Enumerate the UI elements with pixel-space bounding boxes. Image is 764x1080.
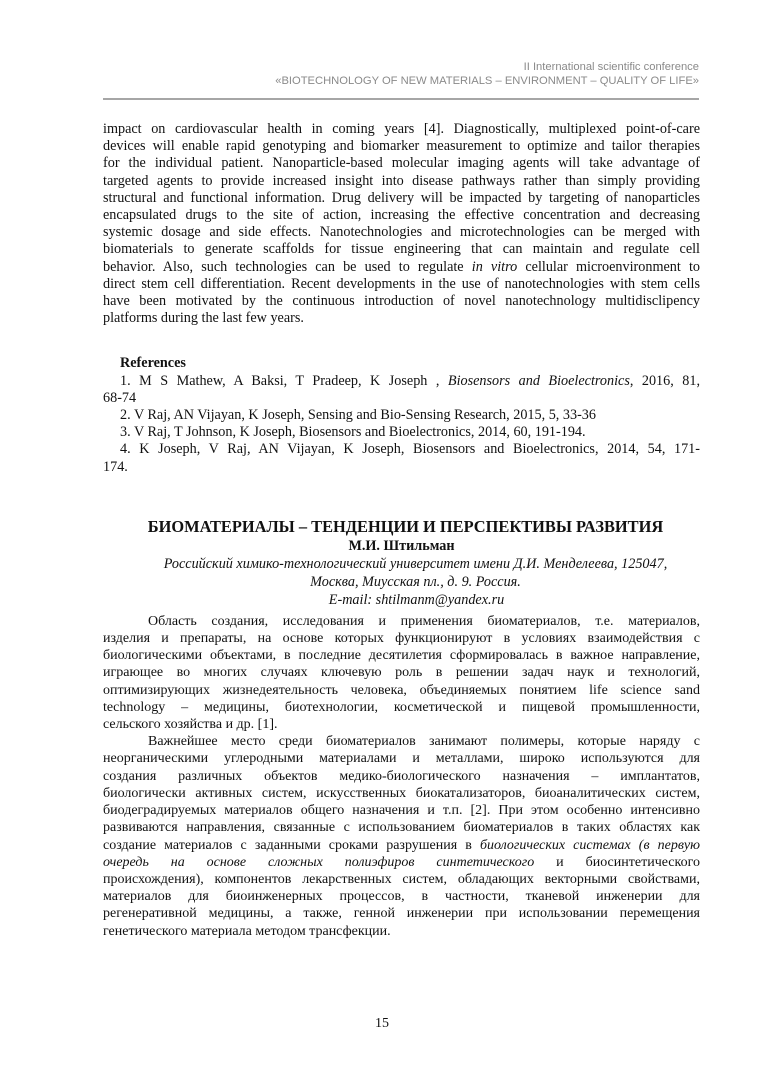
text-line: развиваются направления, связанные с использованием биоматериалов в таких областях как [103,820,700,836]
text-line: impact on cardiovascular health in coming years [4]. Diagnostically, multiplexed point-of-care [103,121,700,137]
text-line: неорганическими углеродными материалами и металлами, широко используются для [103,751,700,767]
text-line: изделия и препараты, на основе которых функционируют в условиях взаимодействия с [103,631,700,647]
article-paragraph-1 [103,613,700,733]
text-line: создания различных объектов медико-биологического назначения – имплантатов, [103,768,700,784]
text-line: очередь на основе сложных полиэфиров синтетического и биосинтетического [103,854,700,870]
page-number: 15 [375,1016,389,1031]
text-line: devices will enable rapid genotyping and biomarker measurement to optimize and tailor therapies [103,138,700,155]
conference-title: II International scientific conference [523,61,699,73]
italic-term: in vitro [471,258,518,275]
text-line: direct stem cell differentiation. Recent developments in the use of nanotechnologies with stem cells [103,275,700,292]
author-email: E-mail: shtilmanm@yandex.ru [328,591,505,608]
text-line: targeted agents to provide increased insight into disease pathways rather than simply providing [103,172,700,189]
text-line: материалов для биоинженерных процессов, в частности, тканевой инженерии для [103,889,700,905]
reference-item-2: 2. V Raj, AN Vijayan, K Joseph, Sensing and Bio-Sensing Research, 2015, 5, 33-36 [120,407,596,424]
text-line: оптимизирующих жизнедеятельность человека, объединяемых понятием life science sand [103,682,700,698]
text-line: have been motivated by the continuous introduction of novel nanotechnology multidisclipency [103,293,700,310]
text-line: technology – медицины, биотехнологии, косметической и пищевой промышленности, [103,699,700,715]
reference-item-3: 3. V Raj, T Johnson, K Joseph, Biosensors and Bioelectronics, 2014, 60, 191-194. [120,424,586,441]
text-line: биологическими объектами, в последние десятилетия сформировалась в важное направление, [103,648,700,664]
text-line: регенеративной медицины, а также, генной инженерии при использовании перемещения [103,906,700,922]
text-line: генетического материала методом трансфекции. [103,923,391,939]
reference-item-4: 4. K Joseph, V Raj, AN Vijayan, K Joseph, Biosensors and Bioelectronics, 2014, 54, 171- [120,441,701,458]
article-paragraph-2 [103,733,700,939]
text-line: for the individual patient. Nanoparticle-based molecular imaging agents will take advantage of [103,155,700,172]
text-line: Важнейшее место среди биоматериалов занимают полимеры, которые наряду с [148,734,700,750]
text-line: behavior. Also, such technologies can be used to regulate in vitro cellular microenvironment to [103,258,700,275]
references-heading: References [120,355,186,372]
text-line: systemic dosage and side effects. Nanotechnologies and microtechnologies can be merged with [103,224,700,241]
text-line: biomaterials to generate scaffolds for tissue engineering that can maintain and regulate cell [103,241,700,258]
text-line: играющее во многих случаях ключевую роль в решении задач наук и технологий, [103,665,700,681]
text-line: encapsulated drugs to the site of action, increasing the effective concentration and decreasing [103,207,700,224]
references-section [103,355,700,475]
text-line: биологически активных систем, искусственных биокатализаторов, биоаналитических систем, [103,785,700,801]
article-author: М.И. Штильман [348,537,455,554]
english-paragraph [103,121,700,327]
reference-item-1: 1. M S Mathew, A Baksi, T Pradeep, K Joseph , Biosensors and Bioelectronics, 2016, 81, [120,372,701,389]
reference-item-1-continuation: 68-74 [103,389,137,406]
running-header [103,60,699,88]
text-line: создание материалов с заданными сроками разрушения в биологических системах (в первую [103,837,700,853]
reference-item-4-continuation: 174. [103,458,128,475]
conference-subtitle: «BIOTECHNOLOGY OF NEW MATERIALS – ENVIRONMENT – QUALITY OF LIFE» [275,75,699,87]
text-line: происхождения), компонентов лекарственных систем, обладающих векторными свойствами, [103,871,700,887]
affiliation-line-2: Москва, Миусская пл., д. 9. Россия. [310,573,521,590]
text-line: сельского хозяйства и др. [1]. [103,717,278,733]
journal-name: Biosensors and Bioelectronics [447,372,630,389]
header-divider [103,98,699,100]
text-line: Область создания, исследования и применения биоматериалов, т.е. материалов, [148,613,700,629]
affiliation-line-1: Российский химико-технологический университет имени Д.И. Менделеева, 125047, [163,555,668,572]
page-body [103,121,700,940]
article-title: БИОМАТЕРИАЛЫ – ТЕНДЕНЦИИ И ПЕРСПЕКТИВЫ РАЗВИТИЯ [147,516,664,536]
text-line: биодеградируемых материалов общего назначения и т.п. [2]. При этом особенно интенсивно [103,803,700,819]
text-line: structural and functional information. Drug delivery will be impacted by targeting of nanoparticles [103,189,700,206]
text-line: platforms during the last few years. [103,310,304,327]
